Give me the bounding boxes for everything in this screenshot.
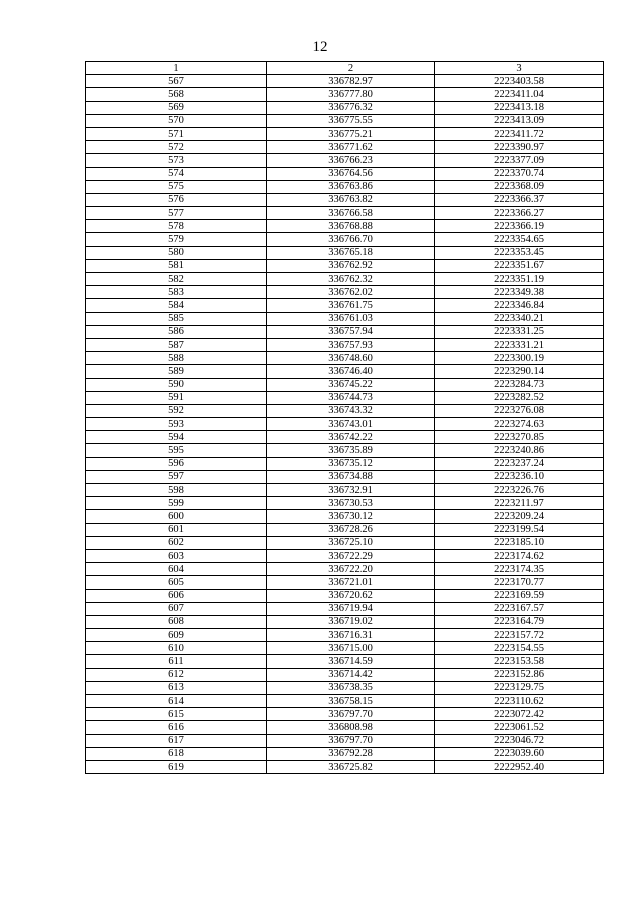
cell-point-number: 601 (86, 523, 267, 536)
cell-point-number: 569 (86, 101, 267, 114)
cell-x-coordinate: 336762.92 (267, 259, 435, 272)
table-row (86, 444, 604, 457)
table-row (86, 75, 604, 88)
cell-point-number: 608 (86, 615, 267, 628)
cell-x-coordinate: 336732.91 (267, 484, 435, 497)
cell-y-coordinate: 2223413.09 (435, 114, 604, 127)
cell-x-coordinate: 336776.32 (267, 101, 435, 114)
cell-y-coordinate: 2223300.19 (435, 352, 604, 365)
table-row (86, 695, 604, 708)
cell-point-number: 585 (86, 312, 267, 325)
cell-point-number: 604 (86, 563, 267, 576)
table-body (86, 75, 604, 774)
table-row (86, 681, 604, 694)
table-row (86, 233, 604, 246)
cell-point-number: 612 (86, 668, 267, 681)
cell-point-number: 595 (86, 444, 267, 457)
cell-x-coordinate: 336797.70 (267, 708, 435, 721)
cell-y-coordinate: 2223411.04 (435, 88, 604, 101)
cell-y-coordinate: 2223346.84 (435, 299, 604, 312)
table-row (86, 536, 604, 549)
cell-point-number: 618 (86, 747, 267, 760)
cell-y-coordinate: 2223351.67 (435, 259, 604, 272)
table-row (86, 484, 604, 497)
cell-x-coordinate: 336742.22 (267, 431, 435, 444)
table-row (86, 642, 604, 655)
cell-y-coordinate: 2223270.85 (435, 431, 604, 444)
cell-x-coordinate: 336766.23 (267, 154, 435, 167)
cell-x-coordinate: 336743.01 (267, 418, 435, 431)
cell-point-number: 606 (86, 589, 267, 602)
cell-point-number: 575 (86, 180, 267, 193)
cell-x-coordinate: 336771.62 (267, 141, 435, 154)
table-row (86, 602, 604, 615)
cell-point-number: 587 (86, 338, 267, 351)
cell-x-coordinate: 336738.35 (267, 681, 435, 694)
cell-point-number: 578 (86, 220, 267, 233)
cell-x-coordinate: 336758.15 (267, 695, 435, 708)
cell-point-number: 597 (86, 470, 267, 483)
cell-y-coordinate: 2223046.72 (435, 734, 604, 747)
table-row (86, 299, 604, 312)
cell-x-coordinate: 336763.82 (267, 193, 435, 206)
cell-x-coordinate: 336782.97 (267, 75, 435, 88)
table-row (86, 470, 604, 483)
table-row (86, 220, 604, 233)
cell-point-number: 577 (86, 207, 267, 220)
cell-y-coordinate: 2223390.97 (435, 141, 604, 154)
cell-y-coordinate: 2223226.76 (435, 484, 604, 497)
table-row (86, 549, 604, 562)
cell-y-coordinate: 2223072.42 (435, 708, 604, 721)
cell-point-number: 567 (86, 75, 267, 88)
cell-x-coordinate: 336716.31 (267, 629, 435, 642)
cell-y-coordinate: 2223154.55 (435, 642, 604, 655)
cell-point-number: 572 (86, 141, 267, 154)
cell-x-coordinate: 336714.59 (267, 655, 435, 668)
cell-y-coordinate: 2223199.54 (435, 523, 604, 536)
cell-y-coordinate: 2223351.19 (435, 273, 604, 286)
cell-y-coordinate: 2223366.27 (435, 207, 604, 220)
table-row (86, 457, 604, 470)
table-row (86, 589, 604, 602)
cell-point-number: 598 (86, 484, 267, 497)
table-row (86, 101, 604, 114)
cell-point-number: 615 (86, 708, 267, 721)
cell-y-coordinate: 2223276.08 (435, 404, 604, 417)
table-row (86, 154, 604, 167)
cell-y-coordinate: 2222952.40 (435, 760, 604, 773)
cell-point-number: 605 (86, 576, 267, 589)
table-row (86, 312, 604, 325)
cell-x-coordinate: 336735.12 (267, 457, 435, 470)
cell-y-coordinate: 2223403.58 (435, 75, 604, 88)
cell-x-coordinate: 336725.10 (267, 536, 435, 549)
cell-point-number: 586 (86, 325, 267, 338)
cell-y-coordinate: 2223366.19 (435, 220, 604, 233)
cell-x-coordinate: 336743.32 (267, 404, 435, 417)
table-row (86, 418, 604, 431)
cell-point-number: 576 (86, 193, 267, 206)
cell-x-coordinate: 336730.53 (267, 497, 435, 510)
cell-y-coordinate: 2223110.62 (435, 695, 604, 708)
table-header (86, 62, 604, 75)
cell-point-number: 594 (86, 431, 267, 444)
cell-point-number: 609 (86, 629, 267, 642)
table-row (86, 708, 604, 721)
cell-y-coordinate: 2223061.52 (435, 721, 604, 734)
cell-point-number: 603 (86, 549, 267, 562)
cell-x-coordinate: 336728.26 (267, 523, 435, 536)
cell-y-coordinate: 2223340.21 (435, 312, 604, 325)
table-row (86, 615, 604, 628)
cell-point-number: 592 (86, 404, 267, 417)
cell-y-coordinate: 2223236.10 (435, 470, 604, 483)
cell-y-coordinate: 2223370.74 (435, 167, 604, 180)
cell-point-number: 607 (86, 602, 267, 615)
cell-x-coordinate: 336715.00 (267, 642, 435, 655)
table-row (86, 668, 604, 681)
cell-point-number: 611 (86, 655, 267, 668)
cell-x-coordinate: 336775.55 (267, 114, 435, 127)
cell-x-coordinate: 336721.01 (267, 576, 435, 589)
cell-x-coordinate: 336808.98 (267, 721, 435, 734)
cell-x-coordinate: 336763.86 (267, 180, 435, 193)
cell-x-coordinate: 336735.89 (267, 444, 435, 457)
column-header-y-coordinate: 3 (435, 62, 604, 75)
cell-x-coordinate: 336792.28 (267, 747, 435, 760)
cell-x-coordinate: 336777.80 (267, 88, 435, 101)
cell-y-coordinate: 2223290.14 (435, 365, 604, 378)
cell-x-coordinate: 336720.62 (267, 589, 435, 602)
table-row (86, 286, 604, 299)
table-row (86, 141, 604, 154)
cell-point-number: 580 (86, 246, 267, 259)
cell-x-coordinate: 336725.82 (267, 760, 435, 773)
cell-y-coordinate: 2223185.10 (435, 536, 604, 549)
table-row (86, 404, 604, 417)
cell-point-number: 571 (86, 127, 267, 140)
cell-y-coordinate: 2223274.63 (435, 418, 604, 431)
cell-y-coordinate: 2223167.57 (435, 602, 604, 615)
cell-y-coordinate: 2223039.60 (435, 747, 604, 760)
table-row (86, 431, 604, 444)
cell-y-coordinate: 2223209.24 (435, 510, 604, 523)
cell-point-number: 596 (86, 457, 267, 470)
cell-y-coordinate: 2223129.75 (435, 681, 604, 694)
table-row (86, 523, 604, 536)
cell-y-coordinate: 2223366.37 (435, 193, 604, 206)
cell-y-coordinate: 2223164.79 (435, 615, 604, 628)
table-row (86, 760, 604, 773)
cell-point-number: 583 (86, 286, 267, 299)
cell-point-number: 589 (86, 365, 267, 378)
cell-y-coordinate: 2223411.72 (435, 127, 604, 140)
cell-x-coordinate: 336730.12 (267, 510, 435, 523)
cell-x-coordinate: 336761.03 (267, 312, 435, 325)
coordinates-table (85, 61, 604, 774)
table-row (86, 167, 604, 180)
cell-point-number: 590 (86, 378, 267, 391)
cell-point-number: 581 (86, 259, 267, 272)
cell-point-number: 600 (86, 510, 267, 523)
table-row (86, 180, 604, 193)
table-row (86, 734, 604, 747)
cell-y-coordinate: 2223174.62 (435, 549, 604, 562)
cell-x-coordinate: 336775.21 (267, 127, 435, 140)
cell-point-number: 617 (86, 734, 267, 747)
cell-x-coordinate: 336722.20 (267, 563, 435, 576)
cell-x-coordinate: 336762.02 (267, 286, 435, 299)
table-row (86, 721, 604, 734)
cell-point-number: 614 (86, 695, 267, 708)
cell-x-coordinate: 336766.58 (267, 207, 435, 220)
cell-x-coordinate: 336714.42 (267, 668, 435, 681)
cell-y-coordinate: 2223237.24 (435, 457, 604, 470)
cell-point-number: 568 (86, 88, 267, 101)
page-number: 12 (312, 39, 328, 55)
cell-point-number: 591 (86, 391, 267, 404)
table-row (86, 576, 604, 589)
column-header-point-number: 1 (86, 62, 267, 75)
cell-y-coordinate: 2223157.72 (435, 629, 604, 642)
cell-x-coordinate: 336764.56 (267, 167, 435, 180)
table-row (86, 365, 604, 378)
table-row (86, 325, 604, 338)
cell-y-coordinate: 2223211.97 (435, 497, 604, 510)
cell-x-coordinate: 336757.93 (267, 338, 435, 351)
cell-y-coordinate: 2223153.58 (435, 655, 604, 668)
cell-point-number: 579 (86, 233, 267, 246)
table-row (86, 193, 604, 206)
cell-x-coordinate: 336744.73 (267, 391, 435, 404)
cell-x-coordinate: 336765.18 (267, 246, 435, 259)
cell-point-number: 619 (86, 760, 267, 773)
cell-y-coordinate: 2223174.35 (435, 563, 604, 576)
table-row (86, 259, 604, 272)
cell-x-coordinate: 336757.94 (267, 325, 435, 338)
cell-x-coordinate: 336719.02 (267, 615, 435, 628)
table-row (86, 273, 604, 286)
table-row (86, 655, 604, 668)
cell-y-coordinate: 2223353.45 (435, 246, 604, 259)
header-row (86, 62, 604, 75)
cell-x-coordinate: 336734.88 (267, 470, 435, 483)
cell-y-coordinate: 2223349.38 (435, 286, 604, 299)
cell-x-coordinate: 336746.40 (267, 365, 435, 378)
cell-point-number: 610 (86, 642, 267, 655)
cell-x-coordinate: 336762.32 (267, 273, 435, 286)
table-row (86, 497, 604, 510)
table-row (86, 207, 604, 220)
cell-point-number: 588 (86, 352, 267, 365)
cell-x-coordinate: 336722.29 (267, 549, 435, 562)
cell-x-coordinate: 336745.22 (267, 378, 435, 391)
cell-y-coordinate: 2223368.09 (435, 180, 604, 193)
cell-y-coordinate: 2223170.77 (435, 576, 604, 589)
table-row (86, 391, 604, 404)
cell-y-coordinate: 2223331.21 (435, 338, 604, 351)
cell-x-coordinate: 336761.75 (267, 299, 435, 312)
cell-point-number: 582 (86, 273, 267, 286)
table-row (86, 114, 604, 127)
cell-point-number: 593 (86, 418, 267, 431)
table-row (86, 88, 604, 101)
cell-y-coordinate: 2223413.18 (435, 101, 604, 114)
cell-y-coordinate: 2223282.52 (435, 391, 604, 404)
cell-x-coordinate: 336797.70 (267, 734, 435, 747)
table-row (86, 127, 604, 140)
table-row (86, 378, 604, 391)
cell-y-coordinate: 2223331.25 (435, 325, 604, 338)
table-row (86, 246, 604, 259)
cell-x-coordinate: 336719.94 (267, 602, 435, 615)
cell-point-number: 599 (86, 497, 267, 510)
table-row (86, 352, 604, 365)
cell-point-number: 584 (86, 299, 267, 312)
cell-point-number: 602 (86, 536, 267, 549)
cell-y-coordinate: 2223354.65 (435, 233, 604, 246)
table-row (86, 510, 604, 523)
cell-x-coordinate: 336766.70 (267, 233, 435, 246)
cell-y-coordinate: 2223284.73 (435, 378, 604, 391)
cell-point-number: 616 (86, 721, 267, 734)
cell-point-number: 574 (86, 167, 267, 180)
table-row (86, 629, 604, 642)
cell-point-number: 613 (86, 681, 267, 694)
table-row (86, 338, 604, 351)
cell-x-coordinate: 336768.88 (267, 220, 435, 233)
table-row (86, 563, 604, 576)
cell-x-coordinate: 336748.60 (267, 352, 435, 365)
cell-point-number: 573 (86, 154, 267, 167)
cell-y-coordinate: 2223377.09 (435, 154, 604, 167)
column-header-x-coordinate: 2 (267, 62, 435, 75)
cell-y-coordinate: 2223240.86 (435, 444, 604, 457)
cell-y-coordinate: 2223169.59 (435, 589, 604, 602)
cell-y-coordinate: 2223152.86 (435, 668, 604, 681)
cell-point-number: 570 (86, 114, 267, 127)
table-row (86, 747, 604, 760)
